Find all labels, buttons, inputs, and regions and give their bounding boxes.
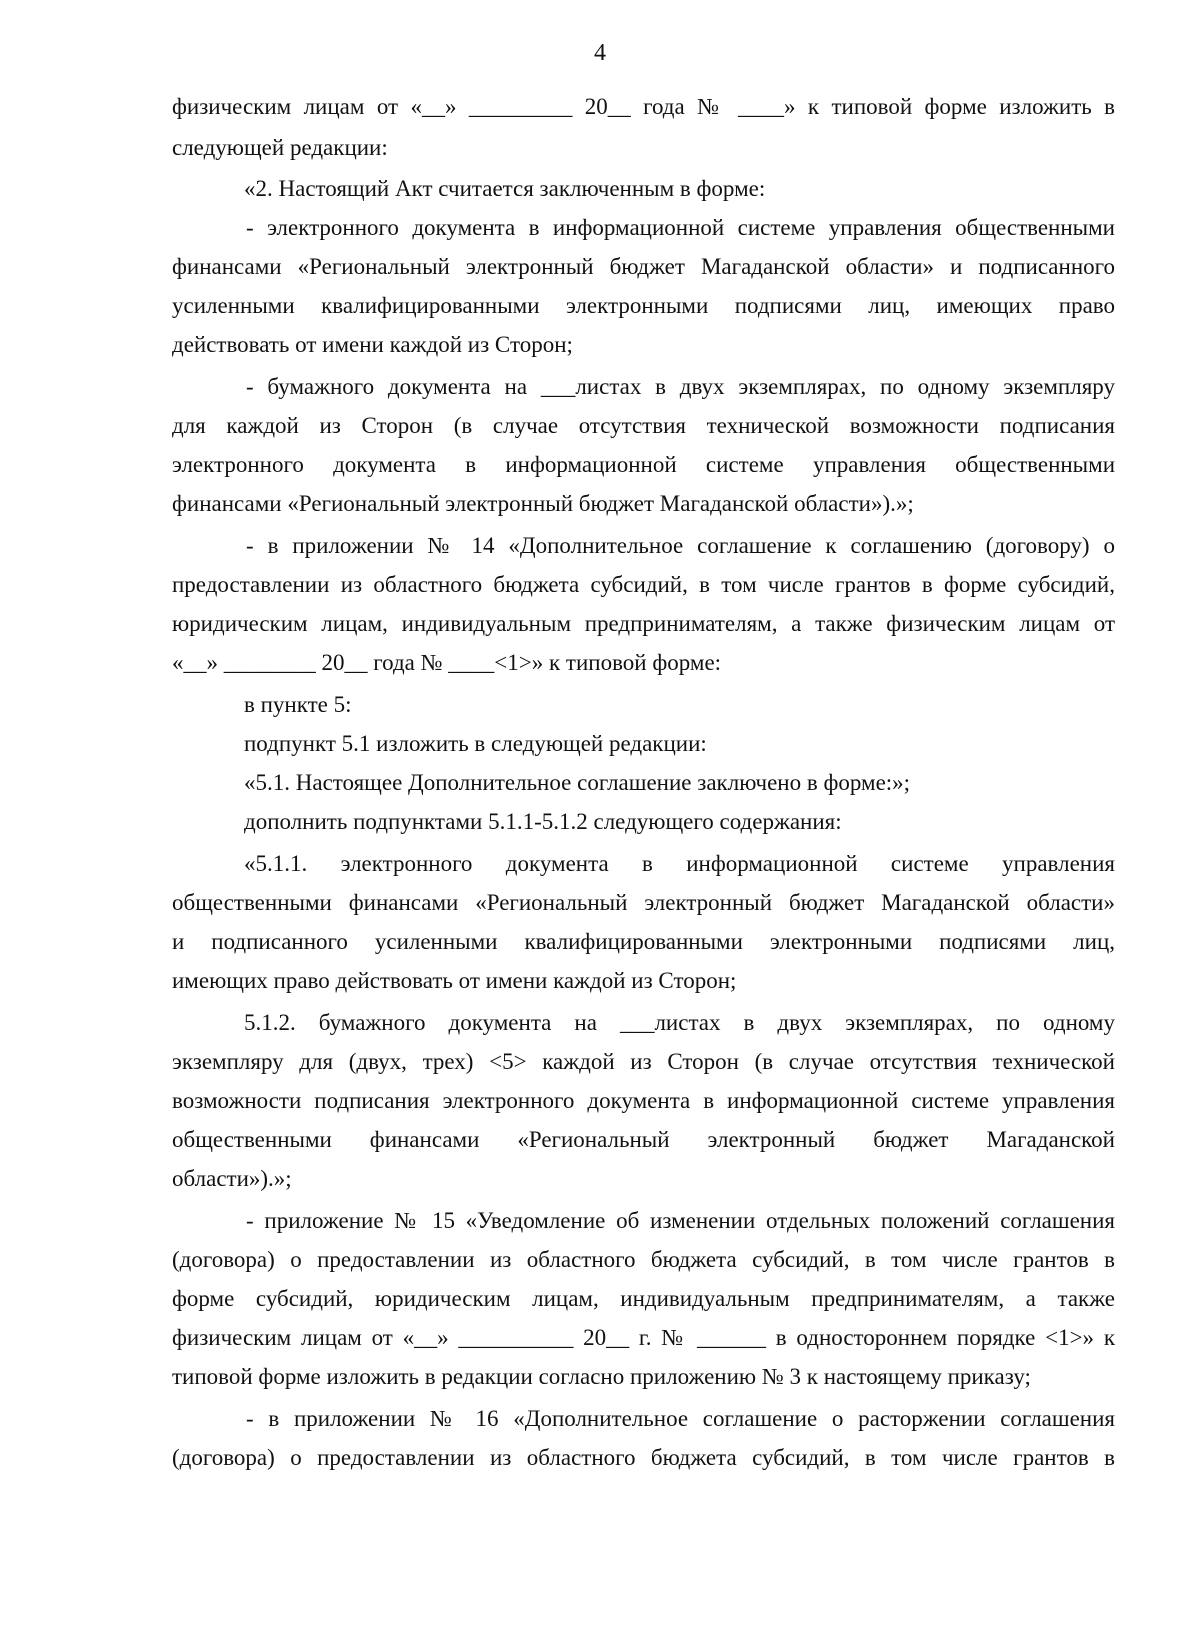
page-number: 4 [594,40,606,66]
text-line: следующей редакции: [172,135,388,160]
text-line: - в приложении № 16 «Дополнительное соглашение о расторжении соглашения [246,1406,1115,1431]
text-line: физическим лицам от «__» _________ 20__ года № ____» к типовой форме изложить в [172,94,1115,119]
text-line: возможности подписания электронного документа в информационной системе управления [172,1088,1115,1113]
text-line: экземпляру для (двух, трех) <5> каждой из Сторон (в случае отсутствия технической [172,1049,1115,1074]
text-line: общественными финансами «Региональный электронный бюджет Магаданской [172,1127,1115,1152]
text-line: в пункте 5: [244,692,352,717]
text-line: (договора) о предоставлении из областного бюджета субсидий, в том числе грантов в [172,1247,1115,1272]
text-line: «5.1. Настоящее Дополнительное соглашение заключено в форме:»; [244,770,911,795]
text-line: области»).»; [172,1166,292,1191]
text-line: усиленными квалифицированными электронными подписями лиц, имеющих право [172,293,1115,318]
text-line: форме субсидий, юридическим лицам, индивидуальным предпринимателям, а также [172,1286,1115,1311]
text-line: финансами «Региональный электронный бюджет Магаданской области»).»; [172,491,914,516]
text-line: дополнить подпунктами 5.1.1-5.1.2 следующего содержания: [244,809,842,834]
text-line: юридическим лицам, индивидуальным предпринимателям, а также физическим лицам от [172,611,1115,636]
text-line: физическим лицам от «__» __________ 20__ г. № ______ в одностороннем порядке <1>» к [172,1325,1115,1350]
text-line: - приложение № 15 «Уведомление об изменении отдельных положений соглашения [246,1208,1115,1233]
text-line: - бумажного документа на ___листах в двух экземплярах, по одному экземпляру [246,374,1115,399]
text-line: действовать от имени каждой из Сторон; [172,332,573,357]
text-line: - в приложении № 14 «Дополнительное соглашение к соглашению (договору) о [246,533,1115,558]
text-line: подпункт 5.1 изложить в следующей редакции: [244,731,707,756]
text-line: общественными финансами «Региональный электронный бюджет Магаданской области» [172,890,1115,915]
text-line: и подписанного усиленными квалифицированными электронными подписями лиц, [172,929,1115,954]
text-line: «2. Настоящий Акт считается заключенным в форме: [244,176,766,201]
text-line: - электронного документа в информационной системе управления общественными [246,215,1115,240]
text-line: предоставлении из областного бюджета субсидий, в том числе грантов в форме субсидий, [172,572,1115,597]
text-line: типовой форме изложить в редакции согласно приложению № 3 к настоящему приказу; [172,1364,1031,1389]
text-line: для каждой из Сторон (в случае отсутствия технической возможности подписания [172,413,1115,438]
text-line: (договора) о предоставлении из областного бюджета субсидий, в том числе грантов в [172,1445,1115,1470]
text-line: «5.1.1. электронного документа в информационной системе управления [244,851,1115,876]
text-line: имеющих право действовать от имени каждой из Сторон; [172,968,737,993]
text-line: электронного документа в информационной системе управления общественными [172,452,1115,477]
text-line: 5.1.2. бумажного документа на ___листах в двух экземплярах, по одному [244,1010,1115,1035]
text-line: финансами «Региональный электронный бюджет Магаданской области» и подписанного [172,254,1115,279]
text-line: «__» ________ 20__ года № ____<1>» к типовой форме: [172,650,722,675]
